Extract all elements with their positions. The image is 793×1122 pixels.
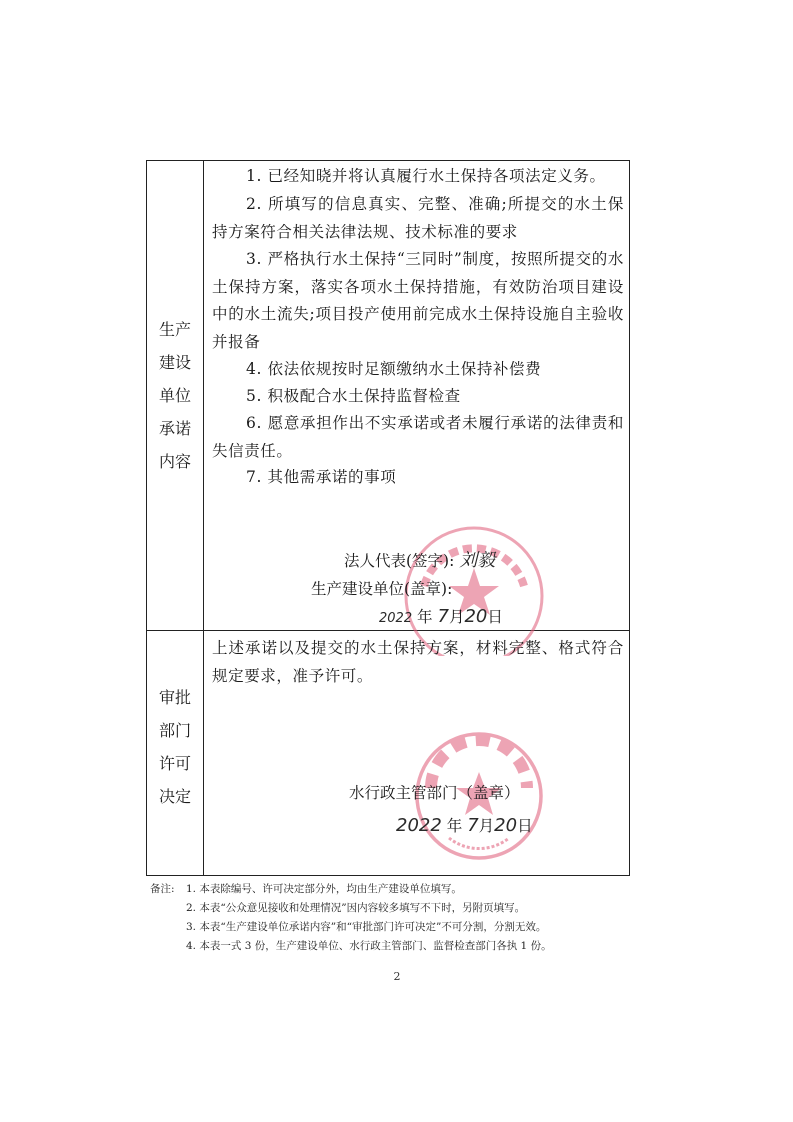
commitment-item-5: 5. 积极配合水土保持监督检查	[246, 387, 461, 405]
legal-rep-signature: 刘毅	[459, 550, 496, 571]
commitment-date: 2022 年 7月20日	[379, 606, 503, 627]
approval-date: 2022 年 7月20日	[396, 815, 533, 836]
approval-label-cell	[147, 631, 204, 875]
approval-date-month: 7	[467, 815, 479, 836]
commitment-item-4: 4. 依法依规按时足额缴纳水土保持补偿费	[246, 360, 542, 378]
dept-seal-label: 水行政主管部门（盖章）	[349, 784, 520, 802]
commitment-item-1: 1. 已经知晓并将认真履行水土保持各项法定义务。	[246, 167, 606, 185]
commitment-item-7: 7. 其他需承诺的事项	[246, 468, 397, 486]
approval-content-cell	[204, 631, 629, 875]
commitment-row	[147, 161, 629, 631]
remarks-label: 备注:	[150, 883, 175, 895]
approval-text: 上述承诺以及提交的水土保持方案，材料完整、格式符合规定要求，准予许可。	[212, 639, 624, 685]
approval-row	[147, 631, 629, 875]
unit-seal-label: 生产建设单位(盖章):	[311, 580, 453, 598]
commitment-item-2: 2. 所填写的信息真实、完整、准确;所提交的水土保持方案符合相关法律法规、技术标准的要求	[212, 195, 624, 241]
commitment-item-6: 6. 愿意承担作出不实承诺或者未履行承诺的法律责和失信责任。	[212, 414, 624, 460]
commitment-date-month: 7	[437, 606, 449, 627]
commitment-date-day: 20	[464, 606, 488, 627]
legal-rep-line	[344, 546, 495, 572]
commitment-content-cell	[204, 161, 629, 630]
approval-date-day: 20	[494, 815, 518, 836]
remark-item-4: 4. 本表一式 3 份，生产建设单位、水行政主管部门、监督检查部门各执 1 份。	[186, 940, 552, 952]
approval-date-year: 2022	[396, 815, 442, 836]
remark-item-3: 3. 本表“生产建设单位承诺内容”和“审批部门许可决定”不可分割，分割无效。	[186, 921, 547, 933]
legal-rep-label: 法人代表(签字):	[344, 552, 455, 570]
commitment-label-cell	[147, 161, 204, 630]
remark-item-1: 1. 本表除编号、许可决定部分外，均由生产建设单位填写。	[186, 883, 462, 895]
remark-item-2: 2. 本表“公众意见接收和处理情况”因内容较多填写不下时，另附页填写。	[186, 902, 526, 914]
remarks	[150, 880, 670, 956]
commitment-date-year: 2022	[379, 611, 413, 626]
permit-form-table	[146, 160, 630, 876]
commitment-label: 生产 建设 单位 承诺 内容	[158, 320, 191, 471]
commitment-item-3: 3. 严格执行水土保持“三同时”制度，按照所提交的水土保持方案，落实各项水土保持措施，有效防治项目建设中的水土流失;项目投产使用前完成水土保持设施自主验收并报备	[212, 250, 624, 351]
approval-label: 审批 部门 许可 决定	[158, 688, 191, 806]
page-number: 2	[393, 970, 401, 983]
